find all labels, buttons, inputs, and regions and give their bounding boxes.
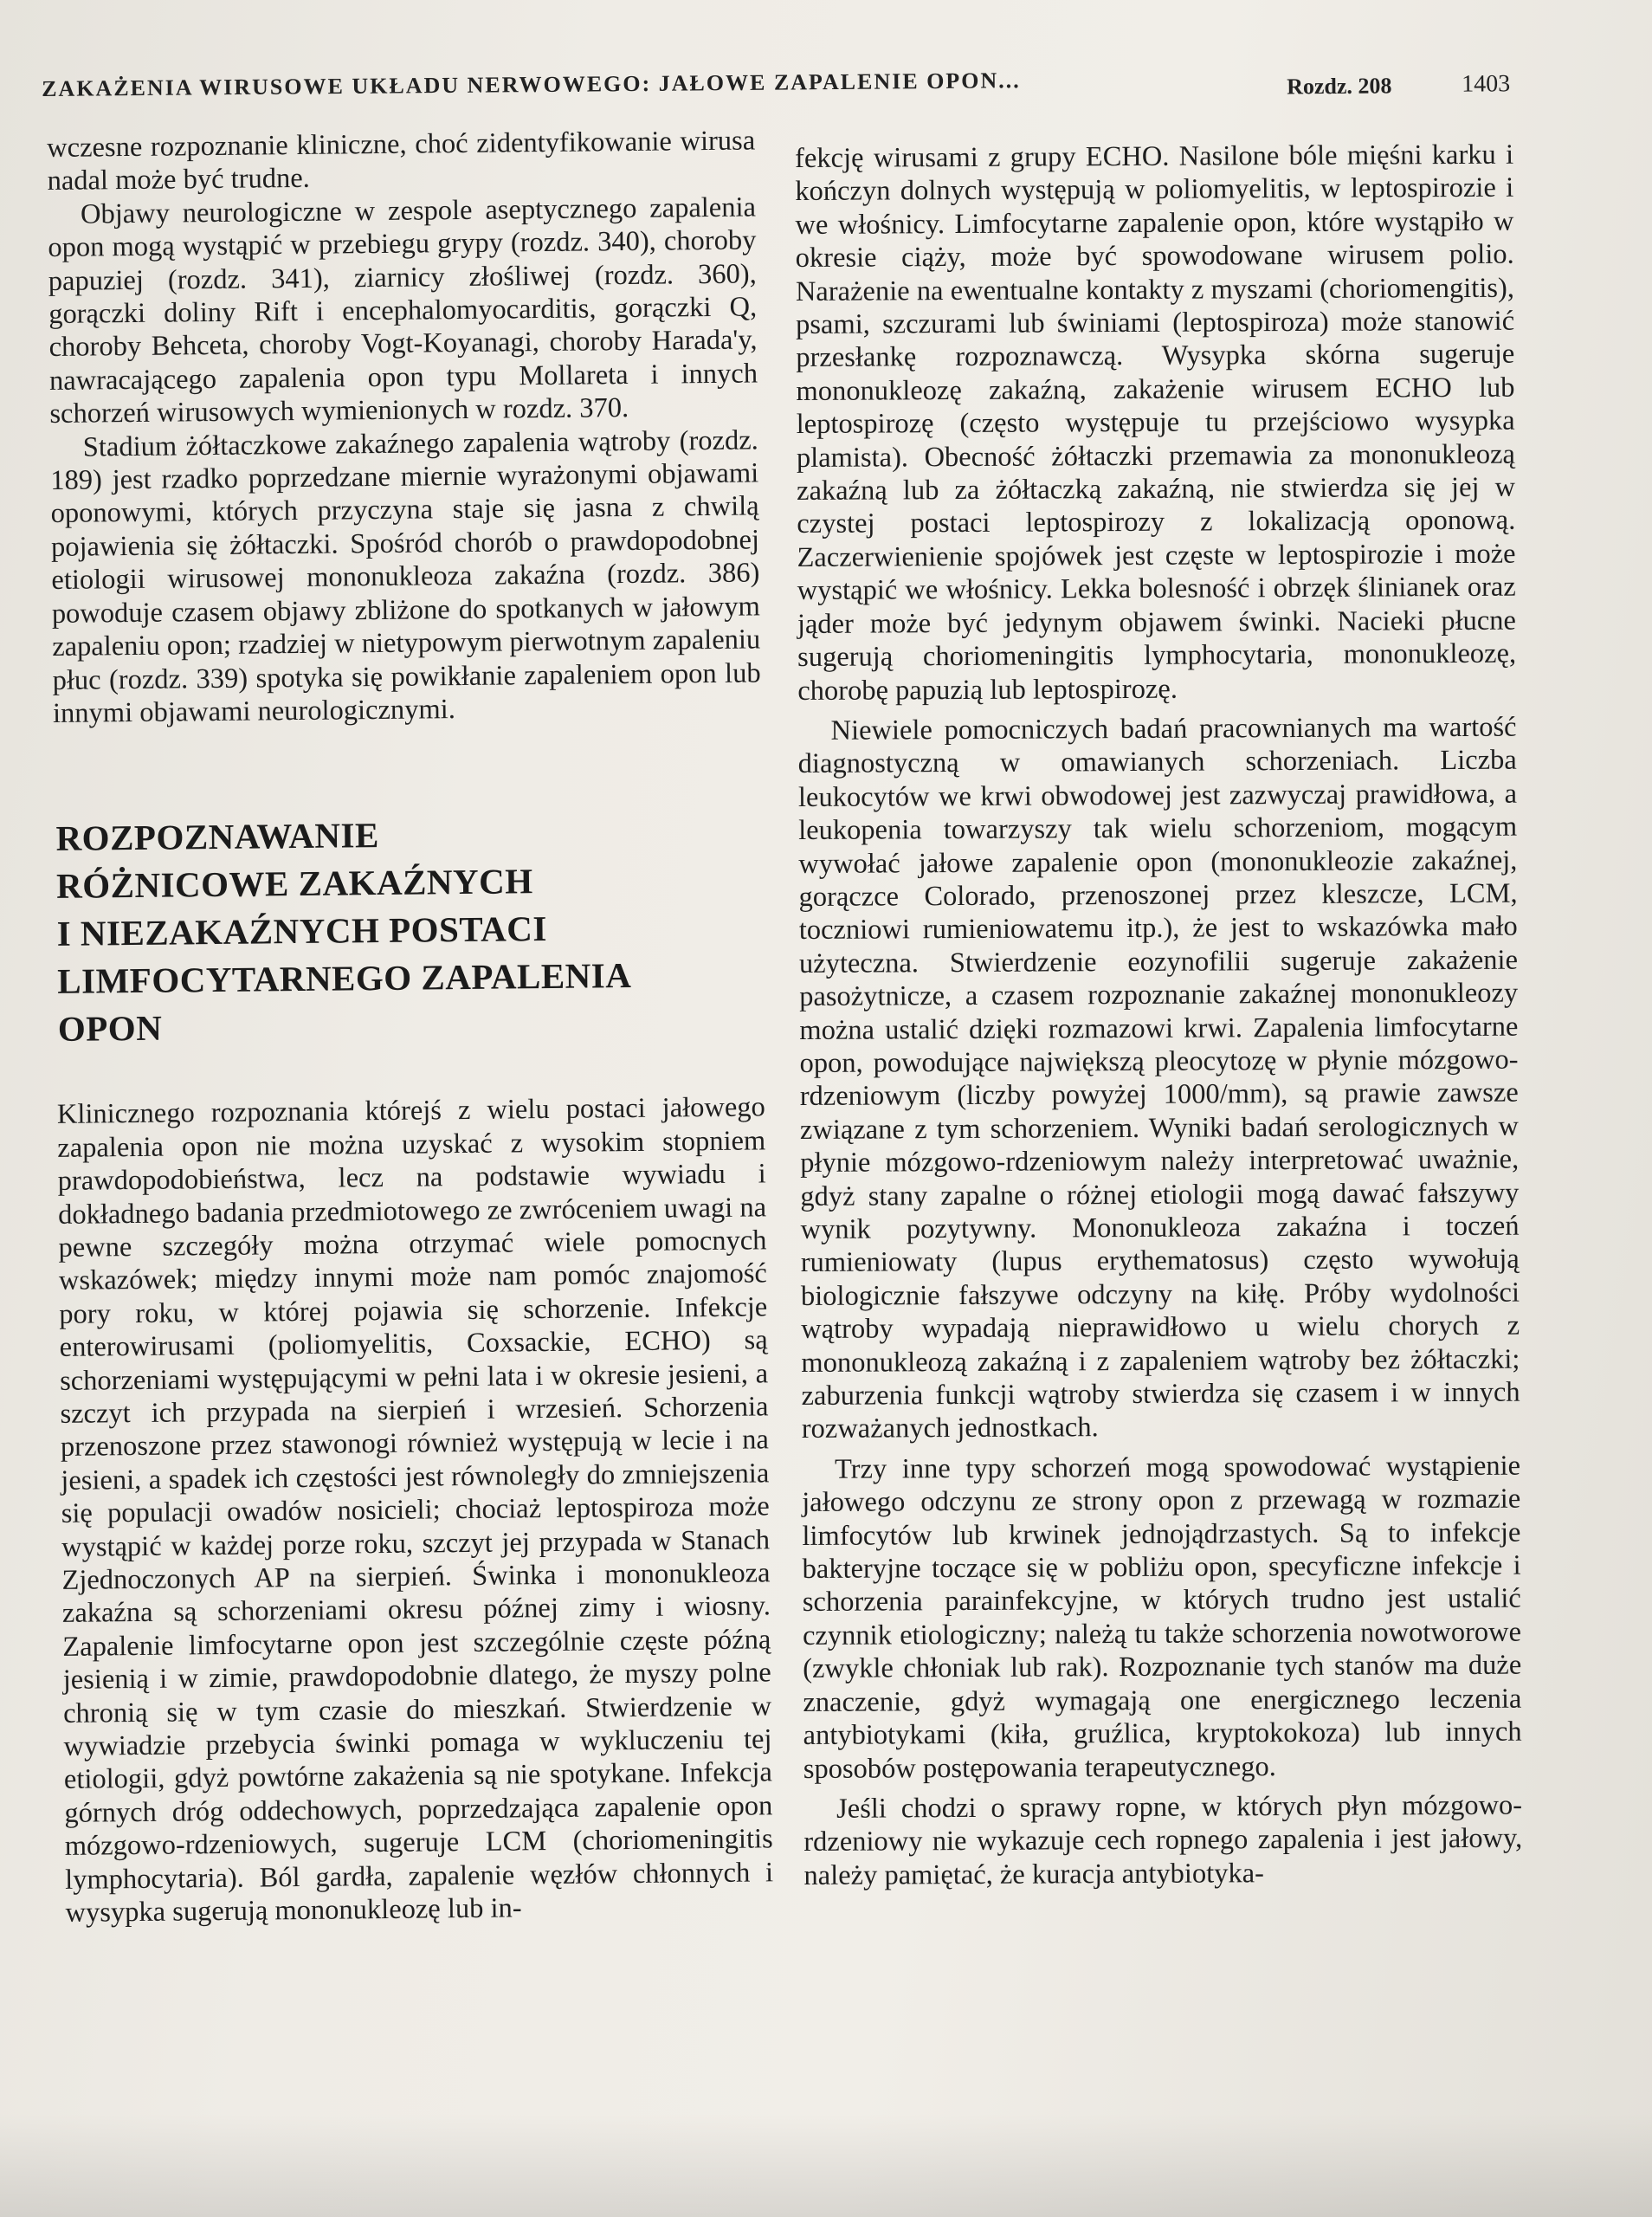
paragraph: wczesne rozpoznanie kliniczne, choć zidentyfikowanie wirusa nadal może być trudne. bbox=[47, 125, 756, 197]
right-column bbox=[795, 139, 1523, 1892]
page-shadow bbox=[0, 2113, 1652, 2217]
paragraph: Stadium żółtaczkowe zakaźnego zapalenia wątroby (rozdz. 189) jest rzadko poprzedzane miernie wyrażonymi objawami oponowymi, których przyczyna staje się jasna z chwilą pojawienia się żółtaczki. Spośród chorób o prawdopodobnej etiologii wirusowej mononukleoza zakaźna (rozdz. 386) powoduje czasem objawy zbliżone do spotkanych w jałowym zapaleniu opon; rzadziej w nietypowym pierwotnym zapaleniu płuc (rozdz. 339) spotyka się powikłanie zapaleniem opon lub innymi objawami neurologicznymi. bbox=[50, 424, 761, 729]
chapter-label: Rozdz. 208 bbox=[1287, 73, 1392, 100]
paragraph: fekcję wirusami z grupy ECHO. Nasilone bóle mięśni karku i kończyn dolnych występują w poliomyelitis, w leptospirozie i we włośnicy. Limfocytarne zapalenie opon, które wystąpiło w okresie ciąży, może być spowodowane wirusem polio. Narażenie na ewentualne kontakty z myszami (choriomengitis), psami, szczurami lub świniami (leptospiroza) może stanowić przesłankę rozpoznawczą. Wysypka skórna sugeruje mononukleozę zakaźną, zakażenie wirusem ECHO lub leptospirozę (często występuje tu przejściowo wysypka plamista). Obecność żółtaczki przemawia za mononukleozą zakaźną lub za żółtaczką zakaźną, nie stwierdza się jej w czystej postaci leptospirozy z lokalizacją oponową. Zaczerwienienie spojówek jest częste w leptospirozie i może wystąpić we włośnicy. Lekka bolesność i obrzęk ślinianek oraz jąder może być jedynym objawem świnki. Nacieki płucne sugerują choriomeningitis lymphocytaria, mononukleozę, chorobę papuzią lub leptospirozę. bbox=[795, 139, 1517, 707]
running-head-title: ZAKAŻENIA WIRUSOWE UKŁADU NERWOWEGO: JAŁOWE ZAPALENIE OPON... bbox=[42, 68, 1021, 101]
running-head bbox=[42, 63, 1513, 128]
paragraph: Niewiele pomocniczych badań pracownianych ma wartość diagnostyczną w omawianych schorzeniach. Liczba leukocytów we krwi obwodowej jest zazwyczaj prawidłowa, a leukopenia towarzyszy tak wielu schorzeniom, mogącym wywołać jałowe zapalenie opon (mononukleozie zakaźnej, gorączce Colorado, przenoszonej przez kleszcze, LCM, toczniowi rumieniowatemu itp.), że jest to wskazówka mało użyteczna. Stwierdzenie eozynofilii sugeruje zakażenie pasożytnicze, a czasem rozpoznanie zakaźnej mononukleozy można ustalić dzięki rozmazowi krwi. Zapalenia limfocytarne opon, powodujące największą pleocytozę w płynie mózgowo-rdzeniowym (liczby powyżej 1000/mm), są prawie zawsze związane z tym schorzeniem. Wyniki badań serologicznych w płynie mózgowo-rdzeniowym należy interpretować uważnie, gdyż stany zapalne o różnej etiologii mogą dawać fałszywy wynik pozytywny. Mononukleoza zakaźna i toczeń rumieniowaty (lupus erythematosus) często wywołują biologicznie fałszywe odczyny na kiłę. Próby wydolności wątroby wypadają nieprawidłowo u wielu chorych z mononukleozą zakaźną i z zapaleniem wątroby bez żółtaczki; zaburzenia funkcji wątroby stwierdza się czasem i w innych rozważanych jednostkach. bbox=[797, 711, 1520, 1445]
paragraph: Trzy inne typy schorzeń mogą spowodować wystąpienie jałowego odczynu ze strony opon z przewagą w rozmazie limfocytów lub krwinek jednojądrzastych. Są to infekcje bakteryjne toczące się w pobliżu opon, specyficzne infekcje i schorzenia parainfekcyjne, w których trudno jest ustalić czynnik etiologiczny; należą tu także schorzenia nowotworowe (zwykle chłoniak lub rak). Rozpoznanie tych stanów ma duże znaczenie, gdyż wymagają one energicznego leczenia antybiotykami (kiła, gruźlica, kryptokokoza) lub innych sposobów postępowania terapeutycznego. bbox=[802, 1450, 1522, 1785]
left-column bbox=[47, 124, 774, 1929]
paragraph: Klinicznego rozpoznania którejś z wielu postaci jałowego zapalenia opon nie można uzyskać z wysokim stopniem prawdopodobieństwa, lecz na podstawie wywiadu i dokładnego badania przedmiotowego ze zwróceniem uwagi na pewne szczegóły można otrzymać wiele pomocnych wskazówek; między innymi może nam pomóc znajomość pory roku, w której pojawia się schorzenie. Infekcje enterowirusami (poliomyelitis, Coxsackie, ECHO) są schorzeniami występującymi w pełni lata i w okresie jesieni, a szczyt ich przypada na sierpień i wrzesień. Schorzenia przenoszone przez stawonogi również występują w lecie i na jesieni, a spadek ich częstości jest równoległy do zmniejszenia się populacji owadów nosicieli; chociaż leptospiroza może wystąpić w każdej porze roku, szczyt jej przypada w Stanach Zjednoczonych AP na sierpień. Świnka i mononukleoza zakaźna są schorzeniami okresu późnej zimy i wiosny. Zapalenie limfocytarne opon jest szczególnie częste późną jesienią i w zimie, prawdopodobnie dlatego, że myszy polne chronią się w tym czasie do mieszkań. Stwierdzenie w wywiadzie przebycia świnki pomaga w wykluczeniu tej etiologii, gdyż powtórne zakażenia są nie spotykane. Infekcja górnych dróg oddechowych, poprzedzająca zapalenie opon mózgowo-rdzeniowych, sugeruje LCM (choriomeningitis lymphocytaria). Ból gardła, zapalenie węzłów chłonnych i wysypka sugerują mononukleozę lub in- bbox=[56, 1091, 774, 1929]
section-heading: ROZPOZNAWANIE RÓŻNICOWE ZAKAŹNYCH I NIEZAKAŹNYCH POSTACI LIMFOCYTARNEGO ZAPALENIA OPON bbox=[55, 815, 632, 1050]
paragraph: Objawy neurologiczne w zespole aseptycznego zapalenia opon mogą wystąpić w przebiegu grypy (rozdz. 340), choroby papuziej (rozdz. 341), ziarnicy złośliwej (rozdz. 360), gorączki doliny Rift i encephalomyocarditis, gorączki Q, choroby Behceta, choroby Vogt-Koyanagi, choroby Harada'y, nawracającego zapalenia opon typu Mollareta i innych schorzeń wirusowych wymienionych w rozdz. 370. bbox=[48, 191, 758, 430]
page-number: 1403 bbox=[1462, 70, 1511, 98]
paragraph: Jeśli chodzi o sprawy ropne, w których płyn mózgowo-rdzeniowy nie wykazuje cech ropnego zapalenia i jest jałowy, należy pamiętać, że kuracja antybiotyka- bbox=[803, 1789, 1523, 1891]
